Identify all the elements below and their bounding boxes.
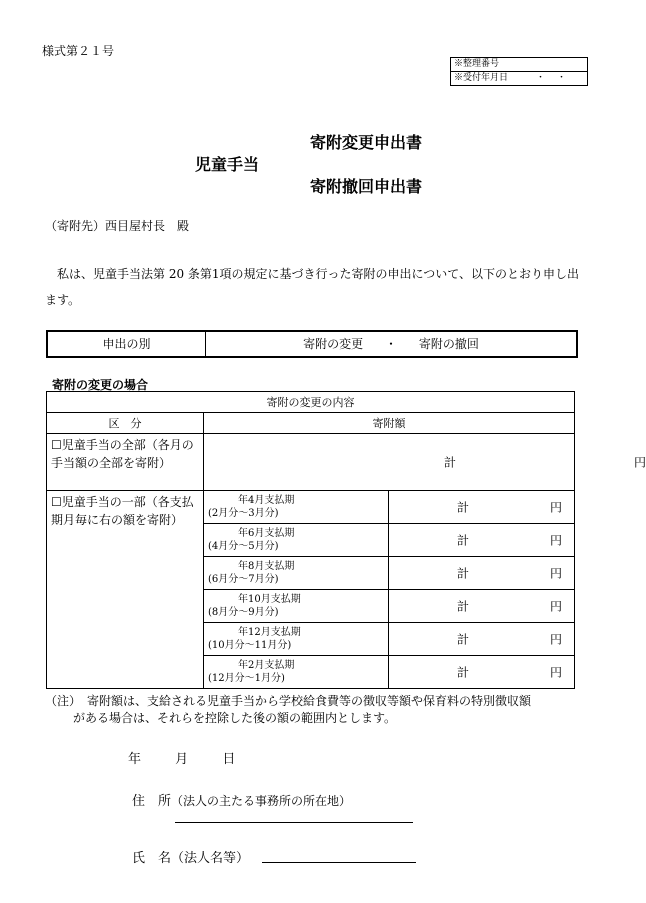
addressee: （寄附先）西目屋村長 殿	[45, 219, 190, 233]
yen-label: 円	[549, 665, 562, 680]
option-partial-amount[interactable]: ☐児童手当の一部（各支払期月毎に右の額を寄附）	[47, 491, 204, 689]
note	[45, 693, 593, 727]
period-amount-field[interactable]	[389, 656, 575, 689]
period-label: 年12月支払期	[238, 627, 301, 638]
yen-label: 円	[634, 455, 646, 470]
option-change[interactable]: 寄附の変更	[303, 337, 364, 351]
total-label: 計	[457, 599, 470, 614]
change-table	[46, 391, 646, 689]
period-label: 年4月支払期	[238, 495, 295, 506]
period-cell	[204, 491, 389, 524]
period-label: 年2月支払期	[238, 660, 295, 671]
request-kind-box	[46, 330, 578, 358]
name-label	[132, 847, 249, 866]
period-months: (6月分～7月分)	[208, 574, 279, 585]
total-label: 計	[444, 455, 457, 470]
period-cell	[204, 656, 389, 689]
address-title: 住 所	[132, 794, 172, 809]
option-separator: ・	[384, 337, 397, 351]
note-line-2: がある場合は、それらを控除した後の額の範囲内とします。	[73, 711, 397, 725]
admin-number-label: ※整理番号	[454, 59, 500, 69]
name-subtitle: （法人名等）	[171, 851, 250, 866]
request-kind-label: 申出の別	[48, 332, 206, 356]
period-amount-field[interactable]	[389, 623, 575, 656]
period-label: 年6月支払期	[238, 528, 295, 539]
period-months: (10月分～11月分)	[208, 640, 292, 651]
total-label: 計	[457, 665, 470, 680]
col-category: 区 分	[47, 413, 204, 434]
table-header: 寄附の変更の内容	[47, 392, 575, 413]
request-kind-options	[206, 332, 576, 356]
col-amount: 寄附額	[204, 413, 575, 434]
option-full-amount[interactable]: ☐児童手当の全部（各月の手当額の全部を寄附）	[47, 434, 204, 491]
period-label: 年8月支払期	[238, 561, 295, 572]
name-title: 氏 名	[132, 851, 172, 866]
section-heading: 寄附の変更の場合	[52, 378, 149, 392]
period-months: (12月分～1月分)	[208, 673, 285, 684]
title-withdraw: 寄附撤回申出書	[310, 177, 423, 196]
date-month-label: 月	[175, 752, 189, 767]
total-label: 計	[457, 566, 470, 581]
name-input-line[interactable]	[262, 862, 416, 863]
yen-label: 円	[549, 599, 562, 614]
period-cell	[204, 590, 389, 623]
period-amount-field[interactable]	[389, 524, 575, 557]
admin-date-row	[451, 71, 587, 85]
address-input-line[interactable]	[175, 822, 413, 823]
address-label	[132, 790, 351, 809]
period-months: (2月分～3月分)	[208, 508, 279, 519]
total-label: 計	[457, 632, 470, 647]
period-amount-field[interactable]	[389, 557, 575, 590]
date-field[interactable]	[128, 748, 265, 767]
option-withdraw[interactable]: 寄附の撤回	[418, 337, 479, 351]
period-cell	[204, 623, 389, 656]
note-line-1: （注） 寄附額は、支給される児童手当から学校給食費等の徴収等額や保育料の特別徴収額	[45, 694, 532, 708]
yen-label: 円	[549, 533, 562, 548]
title-main: 児童手当	[195, 155, 260, 174]
admin-box	[450, 57, 588, 86]
yen-label: 円	[549, 566, 562, 581]
admin-date-label: ※受付年月日	[454, 73, 509, 83]
title-change: 寄附変更申出書	[310, 133, 423, 152]
period-cell	[204, 524, 389, 557]
yen-label: 円	[549, 500, 562, 515]
total-label: 計	[457, 500, 470, 515]
full-amount-field[interactable]	[204, 434, 646, 491]
period-amount-field[interactable]	[389, 491, 575, 524]
period-amount-field[interactable]	[389, 590, 575, 623]
address-subtitle: （法人の主たる事務所の所在地）	[171, 794, 352, 808]
admin-date-dots: ・・	[536, 73, 579, 83]
period-months: (8月分～9月分)	[208, 607, 279, 618]
period-label: 年10月支払期	[238, 594, 301, 605]
form-number: 様式第２１号	[42, 44, 115, 58]
date-year-label: 年	[128, 752, 142, 767]
intro-text: 私は、児童手当法第 20 条第1項の規定に基づき行った寄附の申出について、以下のとおり申し出ます。	[45, 267, 580, 307]
date-day-label: 日	[222, 752, 236, 767]
period-months: (4月分～5月分)	[208, 541, 279, 552]
yen-label: 円	[549, 632, 562, 647]
period-cell	[204, 557, 389, 590]
total-label: 計	[457, 533, 470, 548]
